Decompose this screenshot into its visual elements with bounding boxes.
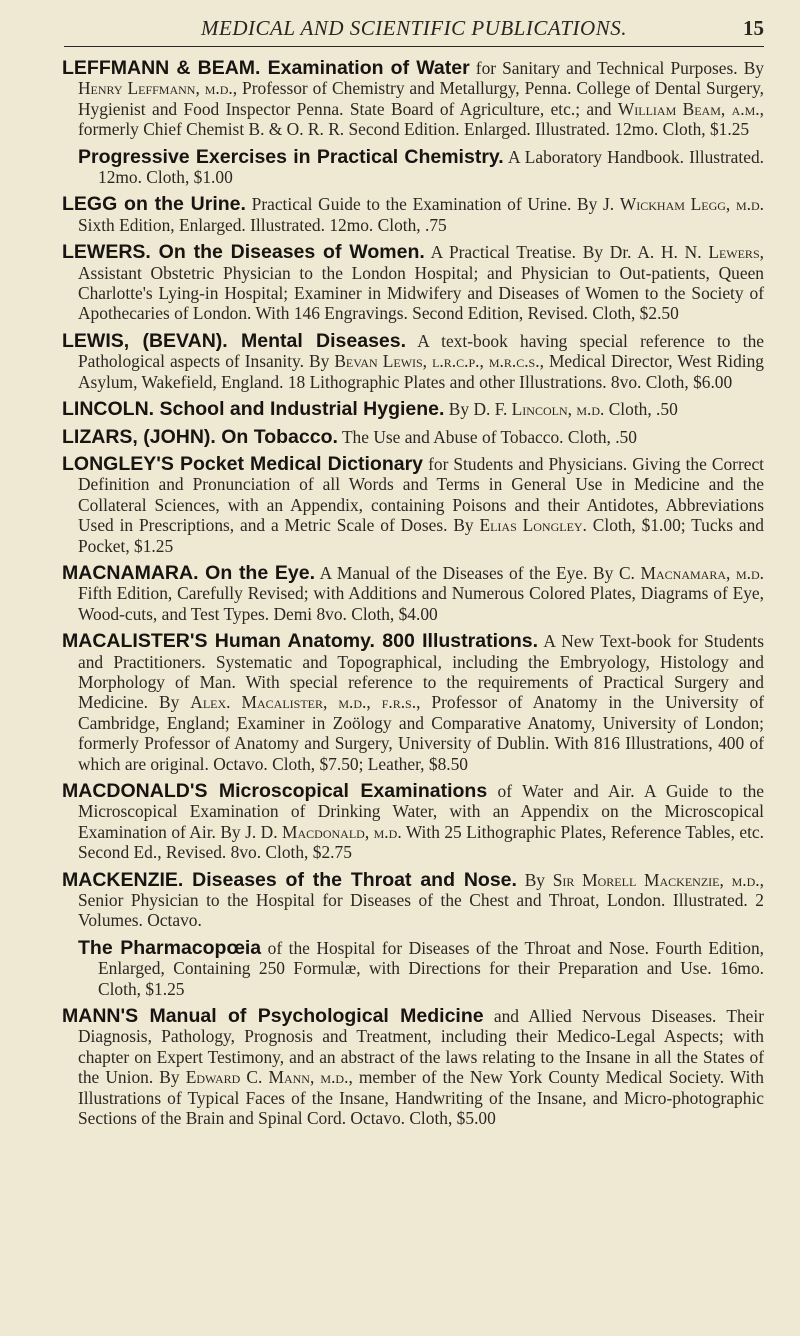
entry-heading: MACDONALD'S Microscopical Examinations [62, 780, 488, 802]
entry-heading: LEFFMANN & BEAM. Examination of Water [62, 57, 470, 79]
entry-text: for Sanitary and Technical Purposes. By [469, 58, 764, 78]
entry-text: , Assistant Obstetric Physician to the London Hospital; and Physician to Out-patients, Queen Charlotte's Lying-in Hospital; Examiner in Midwifery and Diseases of Women to the Society of Apothecaries of London. With 146 Engravings. Second Edition, Revised. Cloth, $2.50 [78, 242, 764, 324]
entry-lincoln [62, 399, 764, 419]
entry-author: Wickham Legg, m.d. [619, 194, 765, 215]
entry-heading: LEGG on the Urine. [62, 193, 246, 216]
entry-text: A Practical Treatise. By Dr. A. H. N. [424, 242, 709, 263]
entry-text: Sixth Edition, Enlarged. Illustrated. 12mo. Cloth, .75 [78, 214, 447, 235]
entry-author: Lincoln, m.d. [511, 399, 605, 420]
entry-heading: Progressive Exercises in Practical Chemistry. [78, 145, 504, 168]
entry-heading: MACKENZIE. Diseases of the Throat and Nose. [62, 868, 517, 891]
entry-text: By D. F. [444, 399, 512, 420]
entry-macnamara [62, 563, 764, 624]
entry-author: Edward C. Mann, m.d. [185, 1067, 349, 1088]
entry-text: Cloth, $1.00; Tucks and Pocket, $1.25 [78, 515, 764, 556]
entry-author: Bevan Lewis, l.r.c.p., m.r.c.s. [334, 351, 540, 372]
entry-author: Sir Morell Mackenzie, m.d. [552, 869, 760, 890]
entry-text: , Professor of Chemistry and Metallurgy, Penna. College of Dental Surgery, Hygienist and Food Inspector Penna. State Board of Agriculture, etc.; and [78, 78, 764, 119]
entry-text: Practical Guide to the Examination of Urine. By J. [245, 194, 620, 215]
entry-macdonald [62, 781, 764, 863]
entry-heading: The Pharmacopœia [78, 936, 262, 959]
entry-text: Fifth Edition, Carefully Revised; with Additions and Numerous Colored Plates, Diagrams of Eye, Wood-cuts, and Test Types. Demi 8vo. Cloth, $4.00 [78, 583, 764, 624]
entry-leffmann-beam [62, 58, 764, 140]
entry-lewers [62, 242, 764, 324]
entry-macalister [62, 631, 764, 774]
entry-author: Henry Leffmann, m.d. [78, 78, 233, 99]
entry-text: , formerly Chief Chemist B. & O. R. R. Second Edition. Enlarged. Illustrated. 12mo. Cloth, $1.25 [78, 98, 764, 140]
page-number: 15 [743, 16, 764, 40]
entry-lizars [62, 427, 764, 447]
entry-text: of Water and Air. A Guide to the Microscopical Examination of Drinking Water, with an Appendix on the Microscopical Examination of Air. By J. D. [78, 781, 764, 842]
entry-text: With 25 Lithographic Plates, Reference Tables, etc. Second Ed., Revised. 8vo. Cloth, $2.75 [78, 821, 764, 863]
entry-heading: MANN'S Manual of Psychological Medicine [62, 1005, 484, 1028]
catalog-listing [62, 58, 764, 1136]
entry-text: A New Text-book for Students and Practitioners. Systematic and Topographical, including the Embryology, Histology and Morphology of Man. With special reference to the requirements of Practical Surgery and Medicine. By [78, 631, 765, 713]
entry-author: Lewers [708, 242, 760, 263]
running-title: MEDICAL AND SCIENTIFIC PUBLICATIONS. [201, 16, 627, 40]
entry-text: , Medical Director, West Riding Asylum, Wakefield, England. 18 Lithographic Plates and other Illustrations. 8vo. Cloth, $6.00 [78, 351, 764, 392]
entry-lewis-bevan [62, 331, 764, 392]
entry-longley [62, 454, 764, 556]
entry-text: Cloth, .50 [604, 399, 678, 420]
entry-text: , Senior Physician to the Hospital for Diseases of the Chest and Throat, London. Illustrated. 2 Volumes. Octavo. [78, 869, 764, 931]
entry-author: Macdonald, m.d. [282, 821, 402, 842]
entry-heading: LEWIS, (BEVAN). Mental Diseases. [62, 329, 407, 352]
running-head [64, 16, 764, 47]
entry-heading: LINCOLN. School and Industrial Hygiene. [62, 398, 445, 421]
entry-heading: LONGLEY'S Pocket Medical Dictionary [62, 452, 424, 475]
entry-text: A Manual of the Diseases of the Eye. By C. [315, 562, 641, 583]
entry-heading: MACNAMARA. On the Eye. [62, 561, 315, 584]
entry-text: , member of the New York County Medical Society. With Illustrations of Typical Faces of the Insane, Handwriting of the Insane, and Micro-photographic Sections of the Brain and Spinal Cord. Octavo. Cloth, $5.00 [78, 1067, 764, 1129]
entry-text: A Laboratory Handbook. Illustrated. 12mo. Cloth, $1.00 [98, 146, 764, 188]
entry-text: , Professor of Anatomy in the University of Cambridge, England; Examiner in Zoölogy and Comparative Anatomy, University of London; formerly Professor of Anatomy and Surgery, University of Dublin. With 816 Illustrations, 400 of which are original. Octavo. Cloth, $7.50; Leather, $8.50 [78, 692, 764, 774]
entry-text: for Students and Physicians. Giving the Correct Definition and Pronunciation of all Words and Terms in General Use in Medicine and the Collateral Sciences, with an Appendix, containing Poisons and their Antidotes, Abbreviations Used in Prescriptions, and a Metric Scale of Doses. By [78, 453, 765, 536]
entry-mackenzie [62, 870, 764, 931]
entry-mann [62, 1006, 764, 1128]
entry-author: Alex. Macalister, m.d., f.r.s. [190, 692, 417, 713]
entry-heading: LEWERS. On the Diseases of Women. [62, 241, 425, 264]
entry-text: By [516, 869, 553, 890]
entry-progressive-exercises [62, 147, 764, 188]
entry-text: of the Hospital for Diseases of the Throat and Nose. Fourth Edition, Enlarged, Containing 250 Formulæ, with Directions for their Preparation and Use. 16mo. Cloth, $1.25 [98, 937, 764, 999]
entry-heading: MACALISTER'S Human Anatomy. 800 Illustrations. [62, 630, 539, 653]
entry-text: The Use and Abuse of Tobacco. Cloth, .50 [337, 426, 637, 447]
entry-legg [62, 194, 764, 235]
entry-author: William Beam, a.m. [617, 98, 760, 119]
entry-text: A text-book having special reference to the Pathological aspects of Insanity. By [78, 330, 764, 372]
entry-pharmacopoeia [62, 938, 764, 999]
entry-author: Macnamara, m.d. [640, 562, 765, 583]
entry-author: Elias Longley. [479, 515, 587, 536]
entry-text: and Allied Nervous Diseases. Their Diagnosis, Pathology, Prognosis and Treatment, including their Medico-Legal Aspects; with chapter on Expert Testimony, and an abstract of the laws relating to the Insane in all the States of the Union. By [78, 1006, 764, 1088]
entry-heading: LIZARS, (JOHN). On Tobacco. [62, 425, 338, 448]
